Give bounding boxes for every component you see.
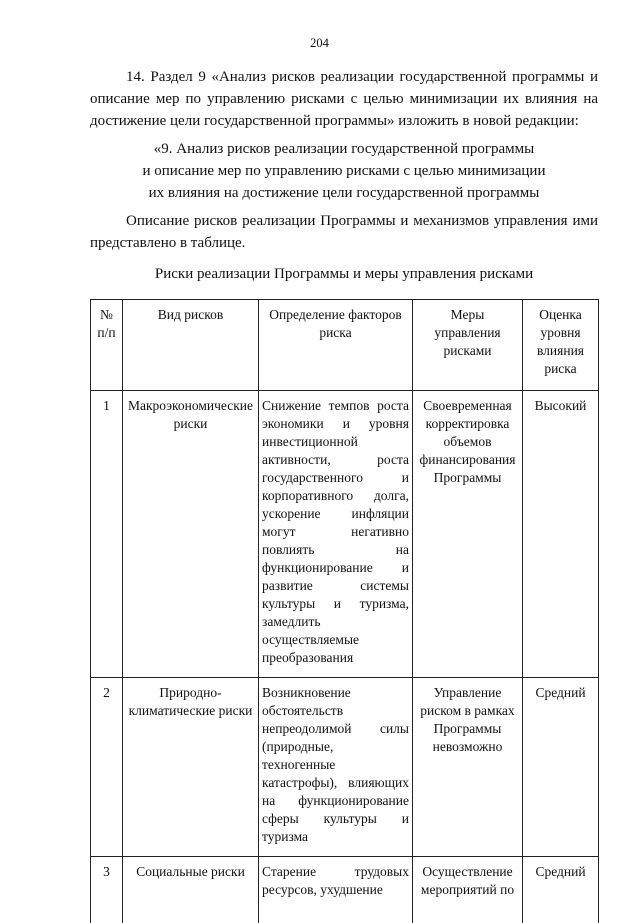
cell-type: Макроэкономические риски	[123, 391, 259, 678]
table-row	[91, 391, 599, 678]
cell-level: Высокий	[523, 391, 599, 678]
cell-type: Природно-климатические риски	[123, 678, 259, 857]
cell-measures: Своевременная корректировка объемов финансирования Программы	[413, 391, 523, 678]
intro-paragraph: 14. Раздел 9 «Анализ рисков реализации государственной программы и описание мер по управлению рисками с целью минимизации их влияния на достижение цели государственной программы» изложить в новой редакции:	[90, 66, 598, 132]
cell-num: 1	[91, 391, 123, 678]
cell-num: 2	[91, 678, 123, 857]
description-paragraph: Описание рисков реализации Программы и механизмов управления ими представлено в таблице.	[90, 210, 598, 254]
header-definition: Определение факторов риска	[259, 300, 413, 391]
table-row	[91, 678, 599, 857]
section-heading-line: их влияния на достижение цели государственной программы	[90, 182, 598, 204]
cell-definition: Возникновение обстоятельств непреодолимой силы (природные, техногенные катастрофы), влияющих на функционирование сферы культуры и туризма	[259, 678, 413, 857]
section-heading-line: и описание мер по управлению рисками с целью минимизации	[90, 160, 598, 182]
table-caption: Риски реализации Программы и меры управления рисками	[90, 263, 598, 285]
cell-definition: Старение трудовых ресурсов, ухудшение	[259, 857, 413, 923]
section-heading	[90, 138, 598, 204]
header-level: Оценка уровня влияния риска	[523, 300, 599, 391]
cell-measures: Управление риском в рамках Программы невозможно	[413, 678, 523, 857]
risks-table	[90, 299, 599, 923]
section-heading-line: «9. Анализ рисков реализации государственной программы	[90, 138, 598, 160]
table-row	[91, 857, 599, 923]
cell-measures: Осуществление мероприятий по	[413, 857, 523, 923]
table-header-row	[91, 300, 599, 391]
header-type: Вид рисков	[123, 300, 259, 391]
cell-num: 3	[91, 857, 123, 923]
cell-level: Средний	[523, 678, 599, 857]
cell-level: Средний	[523, 857, 599, 923]
cell-definition: Снижение темпов роста экономики и уровня инвестиционной активности, роста государственного и корпоративного долга, ускорение инфляции могут негативно повлиять на функционирование и развитие системы культуры и туризма, замедлить осуществляемые преобразования	[259, 391, 413, 678]
cell-type: Социальные риски	[123, 857, 259, 923]
header-measures: Меры управления рисками	[413, 300, 523, 391]
page-number: 204	[0, 36, 639, 51]
header-num: № п/п	[91, 300, 123, 391]
